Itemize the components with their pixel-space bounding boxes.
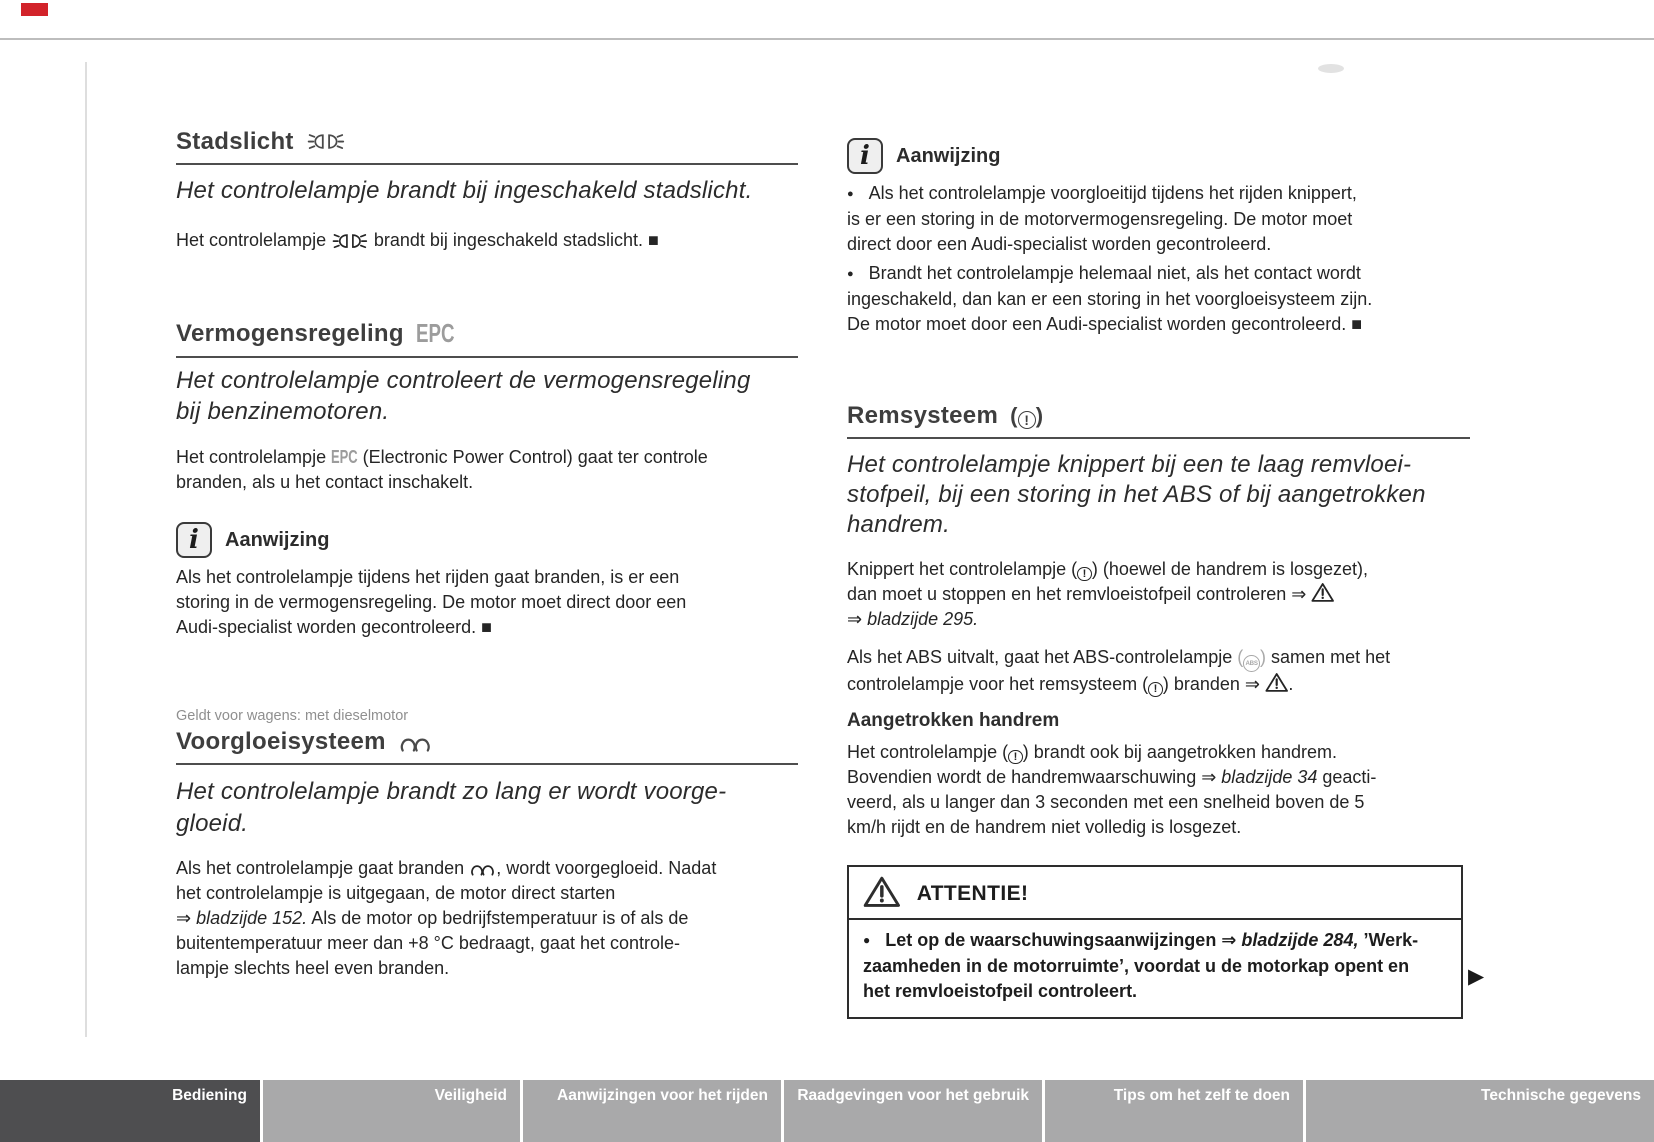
text-line: buitentemperatuur meer dan +8 °C bedraagt, gaat het controle- (176, 933, 681, 953)
next-page-arrow[interactable]: ▶ (1468, 965, 1485, 988)
warn-triangle-icon (863, 875, 901, 912)
note-body-left (176, 565, 798, 640)
text-line: Het controlelampje ( ! ) brandt ook bij aangetrokken handrem. (847, 740, 1470, 765)
text-line: branden, als u het contact inschakelt. (176, 472, 474, 492)
warn-triangle-icon (1265, 672, 1288, 697)
text-line: Het controlelampje brandt bij ingeschakeld stadslicht. ■ (176, 228, 798, 253)
text-line: controlelampje voor het remsysteem ( ! ) branden ⇒ . (847, 672, 1470, 697)
text-line: direct door een Audi-specialist worden gecontroleerd. (847, 234, 1272, 254)
side-lights-icon (306, 131, 346, 153)
section-title-vermogensregeling: Vermogensregeling (176, 319, 404, 347)
nav-tab-bediening[interactable]: Bediening (0, 1080, 260, 1142)
text-line: stofpeil, bij een storing in het ABS of bij aangetrokken (847, 481, 1426, 508)
note-title: Aanwijzing (896, 144, 1001, 167)
side-lights-icon (331, 228, 369, 253)
voorgloeisysteem-lead (176, 776, 798, 840)
voorgloeisysteem-body (176, 856, 798, 981)
text-line: ingeschakeld, dan kan er een storing in het voorgloeisysteem zijn. (847, 289, 1373, 309)
note-header-right (847, 138, 1470, 174)
nav-tab-technische-gegevens[interactable]: Technische gegevens (1306, 1080, 1654, 1142)
attentie-body (849, 920, 1461, 1017)
info-icon: i (176, 522, 212, 558)
attentie-warning-box (847, 865, 1463, 1019)
text-line: Audi-specialist worden gecontroleerd. ■ (176, 617, 493, 637)
heading-rule (176, 163, 798, 165)
text-line: handrem. (847, 511, 950, 538)
stadslicht-body (176, 228, 798, 253)
text-line: ● Let op de waarschuwingsaanwijzingen ⇒ bladzijde 284, ’Werk- (863, 928, 1447, 954)
text-line: bij benzinemotoren. (176, 398, 390, 425)
nav-tab-tips-om-het-zelf-te-doen[interactable]: Tips om het zelf te doen (1045, 1080, 1303, 1142)
bullet-icon: ● (847, 188, 854, 200)
section-title-voorgloeisysteem: Voorgloeisysteem (176, 728, 386, 755)
text-line: De motor moet door een Audi-specialist worden gecontroleerd. ■ (847, 314, 1363, 334)
stadslicht-section-header (176, 128, 798, 165)
nav-tab-raadgevingen-voor-het-gebruik[interactable]: Raadgevingen voor het gebruik (784, 1080, 1042, 1142)
text-line: Als het ABS uitvalt, gaat het ABS-controlelampje ( ABS ) samen met het (847, 645, 1470, 672)
page-edge-line (85, 62, 87, 1037)
remsysteem-par-3 (847, 740, 1470, 840)
text-line: Bovendien wordt de handremwaarschuwing ⇒ bladzijde 34 geacti- (847, 767, 1377, 787)
section-title-remsysteem: Remsysteem (847, 402, 999, 429)
text-line: ● Als het controlelampje voorgloeitijd tijdens het rijden knippert, (847, 181, 1470, 207)
brake-warning-icon: ( ! ) (1010, 402, 1044, 428)
voorgloeisysteem-section-header (176, 728, 798, 765)
remsysteem-section-header (847, 402, 1470, 439)
glow-plug-icon (398, 729, 433, 756)
text-line: Het controlelampje knippert bij een te laag remvloei- (847, 451, 1412, 478)
text-line: het controlelampje is uitgegaan, de motor direct starten (176, 883, 616, 903)
bullet-icon: ● (863, 933, 871, 947)
heading-rule (176, 356, 798, 358)
text-line: zaamheden in de motorruimte’, voordat u de motorkap opent en (863, 955, 1410, 976)
glow-plug-icon (469, 856, 496, 881)
stadslicht-lead (176, 175, 798, 206)
text-line: is er een storing in de motorvermogensregeling. De motor moet (847, 209, 1353, 229)
chapter-tab-bar (0, 1080, 1654, 1142)
note-bullet-1 (847, 181, 1470, 257)
info-icon: i (847, 138, 883, 174)
subheading-aangetrokken-handrem: Aangetrokken handrem (847, 710, 1060, 731)
text-line: Als het controlelampje tijdens het rijden gaat branden, is er een (176, 567, 680, 587)
vermogensregeling-body (176, 445, 798, 495)
applies-to-note: Geldt voor wagens: met dieselmotor (176, 708, 409, 724)
bullet-icon: ● (847, 268, 854, 280)
remsysteem-lead (847, 450, 1470, 540)
note-header-left (176, 522, 798, 558)
text-line: Het controlelampje brandt bij ingeschakeld stadslicht. (176, 177, 753, 204)
abs-warning-icon: ( ABS ) (1237, 645, 1266, 672)
note-title: Aanwijzing (225, 528, 330, 551)
text-line: Het controlelampje brandt zo lang er wordt voorge- (176, 778, 727, 805)
vermogensregeling-lead (176, 365, 798, 427)
text-line: ● Brandt het controlelampje helemaal niet, als het contact wordt (847, 261, 1470, 287)
text-line: Knippert het controlelampje ( ! ) (hoewel de handrem is losgezet), (847, 557, 1470, 582)
warn-triangle-icon (1311, 582, 1334, 607)
epc-indicator-icon: EPC (415, 318, 455, 348)
brake-warning-icon: ( ! ) (1071, 559, 1098, 580)
heading-rule (847, 437, 1470, 439)
vermogensregeling-section-header (176, 318, 798, 358)
text-line: km/h rijdt en de handrem niet volledig is losgezet. (847, 817, 1242, 837)
text-line: ⇒ bladzijde 152. Als de motor op bedrijfstemperatuur is of als de (176, 908, 689, 928)
remsysteem-par-1 (847, 557, 1470, 632)
section-title-stadslicht: Stadslicht (176, 128, 294, 155)
text-line: lampje slechts heel even branden. (176, 958, 450, 978)
text-line: Het controlelampje controleert de vermogensregeling (176, 367, 751, 394)
brake-warning-icon: ( ! ) (1142, 674, 1169, 695)
text-line: Het controlelampje EPC (Electronic Power Control) gaat ter controle (176, 445, 798, 470)
text-line: Als het controlelampje gaat branden , wordt voorgegloeid. Nadat (176, 856, 798, 881)
scan-smudge (1318, 64, 1344, 73)
text-line: storing in de vermogensregeling. De motor moet direct door een (176, 592, 687, 612)
text-line: ⇒ bladzijde 295. (847, 609, 979, 629)
note-bullet-2 (847, 261, 1470, 337)
heading-rule (176, 763, 798, 765)
attentie-header (849, 867, 1461, 918)
epc-indicator-icon: EPC (331, 447, 358, 467)
text-line: veerd, als u langer dan 3 seconden met een snelheid boven de 5 (847, 792, 1365, 812)
text-line: het remvloeistofpeil controleert. (863, 981, 1138, 1001)
attentie-title: ATTENTIE! (916, 881, 1029, 905)
red-corner-mark (21, 3, 48, 16)
top-divider-line (0, 38, 1654, 40)
remsysteem-par-2 (847, 645, 1470, 697)
text-line: gloeid. (176, 810, 249, 837)
nav-tab-aanwijzingen-voor-het-rijden[interactable]: Aanwijzingen voor het rijden (523, 1080, 781, 1142)
brake-warning-icon: ( ! ) (1002, 742, 1029, 763)
text-line: dan moet u stoppen en het remvloeistofpeil controleren ⇒ (847, 582, 1470, 607)
nav-tab-veiligheid[interactable]: Veiligheid (263, 1080, 520, 1142)
